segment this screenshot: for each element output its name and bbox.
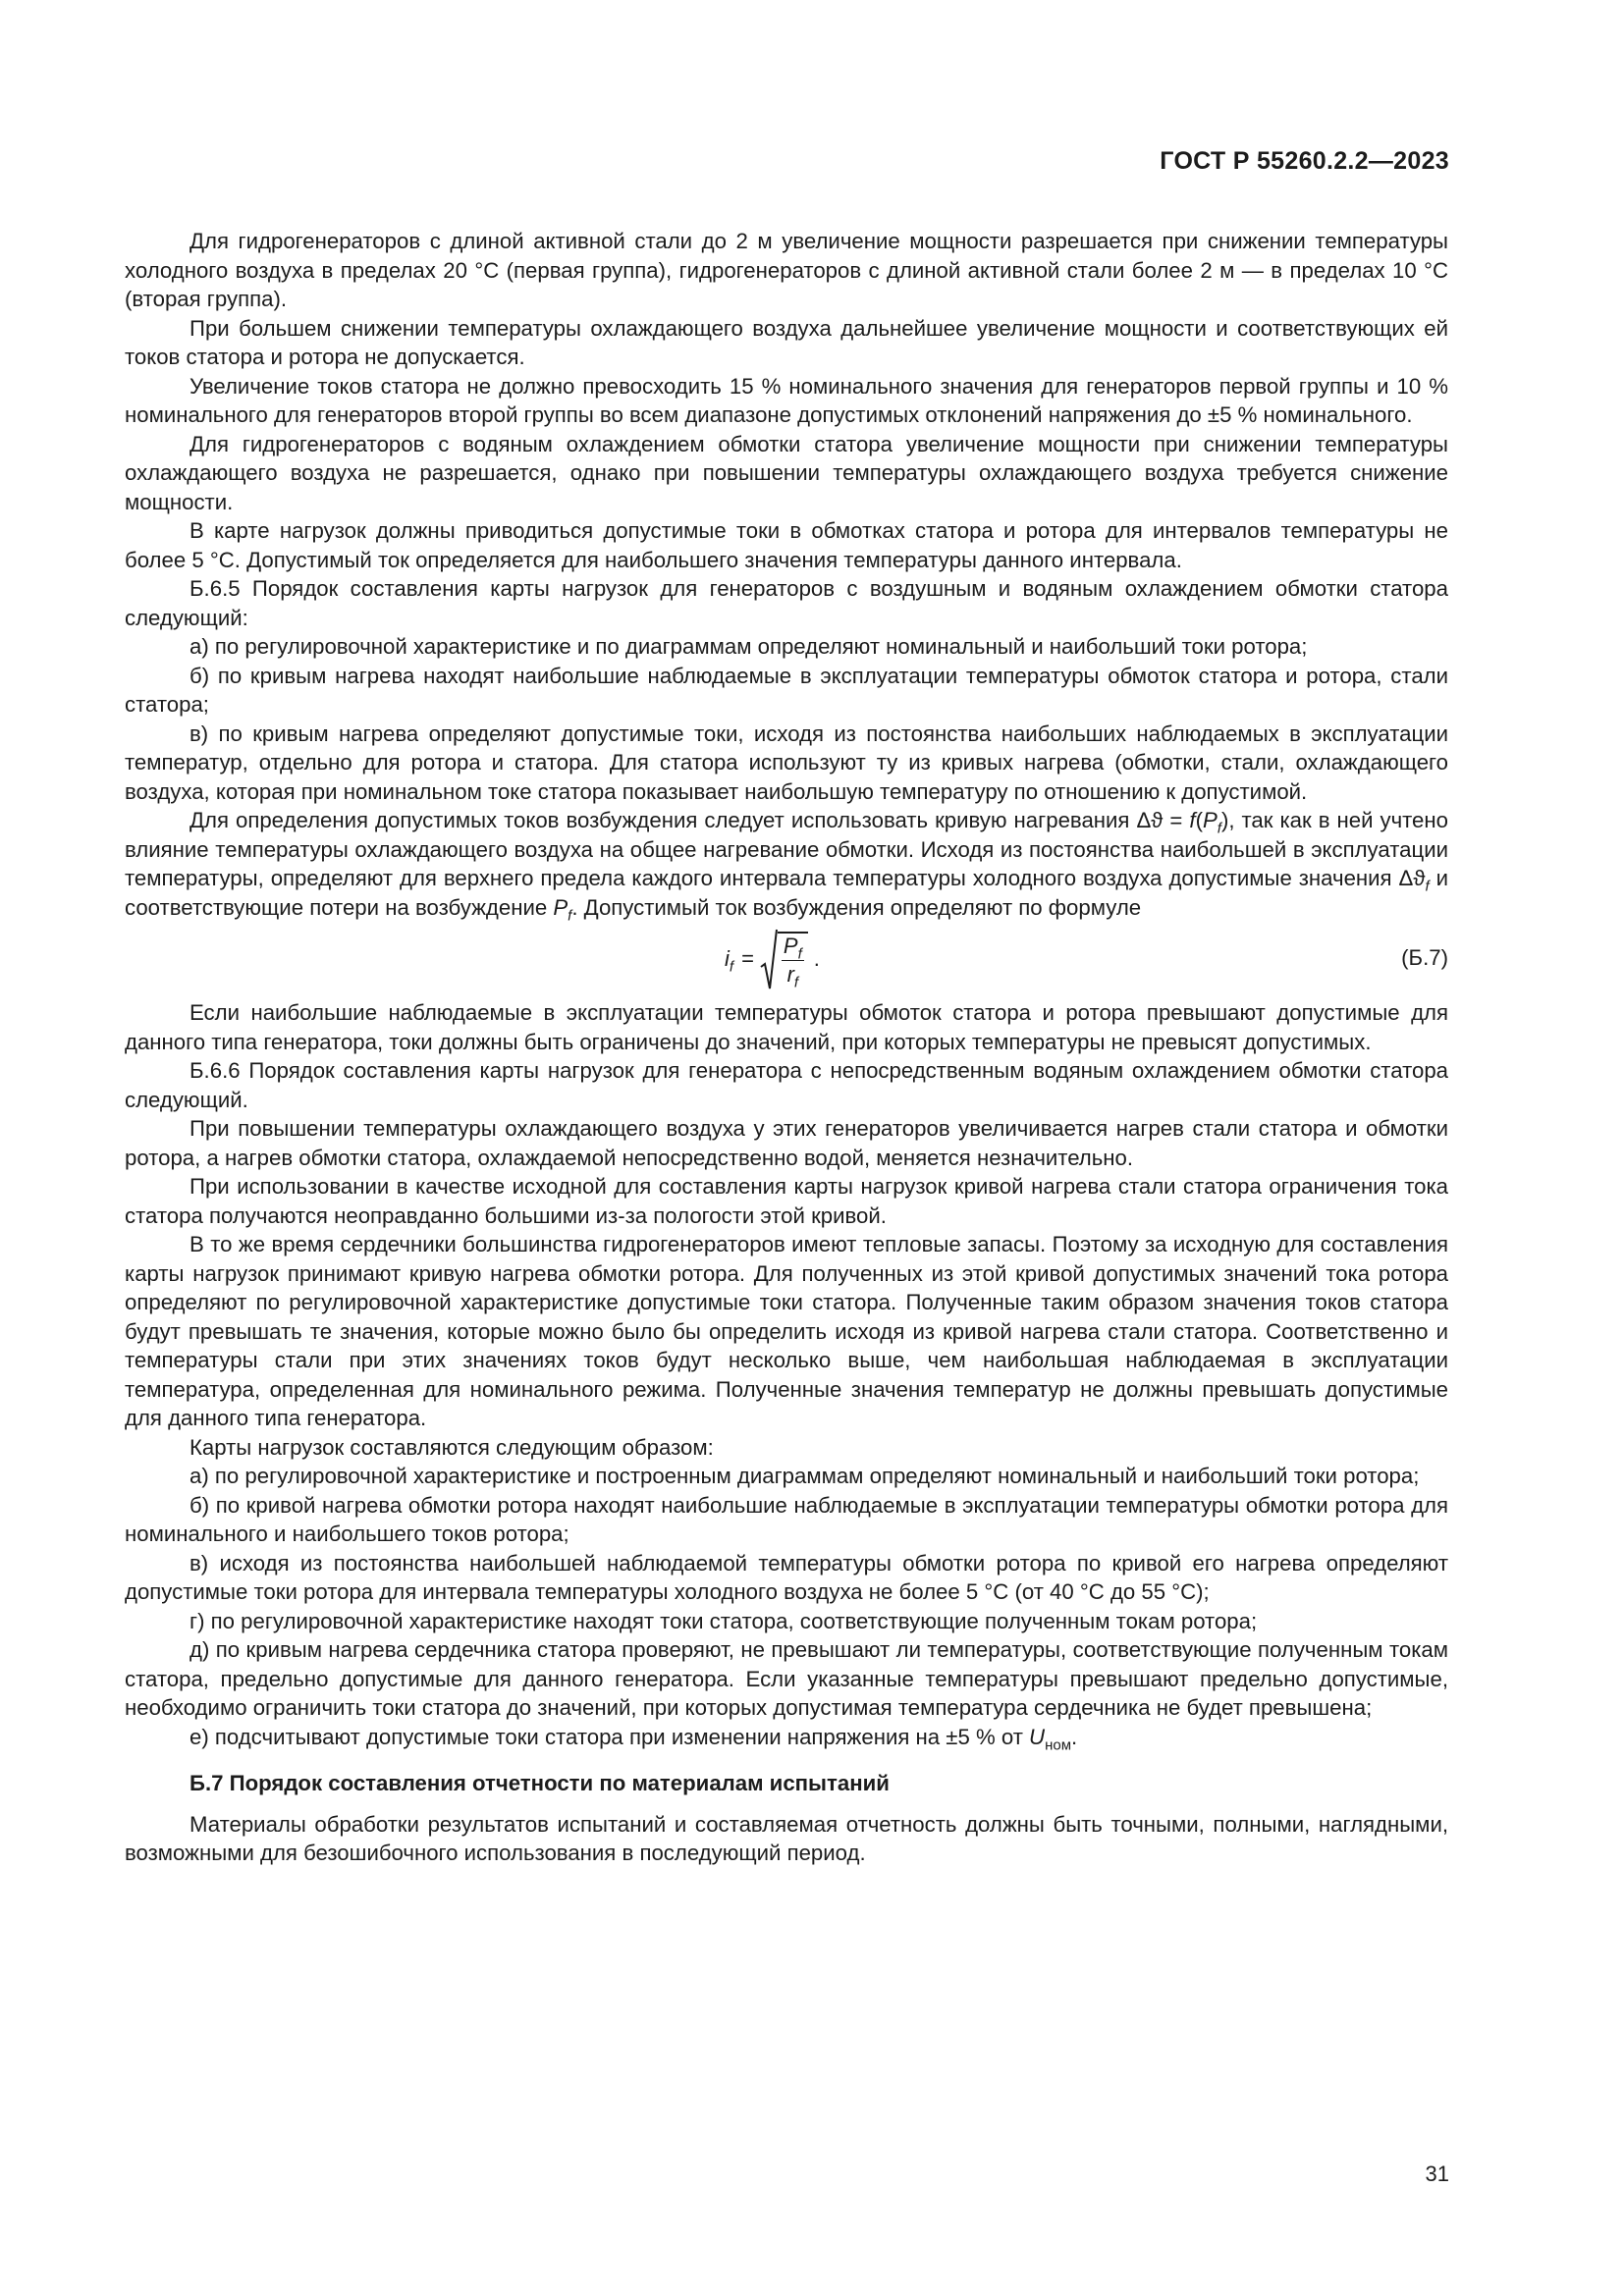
list-item-a: а) по регулировочной характеристике и построенным диаграммам определяют номинальный и наибольший токи ротора; [189,1464,1420,1488]
paragraph: Материалы обработки результатов испытаний и составляемая отчетность должны быть точными, полными, наглядными, возможными для безошибочного использования в последующий период. [125,1811,1448,1865]
paragraph: Для гидрогенераторов с водяным охлаждением обмотки статора увеличение мощности при снижении температуры охлаждающего воздуха не разрешается, однако при повышении температуры охлаждающего воздуха требуется снижение мощности. [125,431,1448,514]
paragraph: Для гидрогенераторов с длиной активной стали до 2 м увеличение мощности разрешается при снижении температуры холодного воздуха в пределах 20 °C (первая группа), гидрогенераторов с длиной активной стали более 2 м — в пределах 10 °C (вторая группа). [125,229,1448,311]
document-body [125,227,1448,1868]
paragraph: В карте нагрузок должны приводиться допустимые токи в обмотках статора и ротора для интервалов температуры не более 5 °C. Допустимый ток определяется для наибольшего значения температуры данного интервала. [125,518,1448,572]
paragraph: При использовании в качестве исходной для составления карты нагрузок кривой нагрева стали статора ограничения тока статора получаются неоправданно большими из-за пологости этой кривой. [125,1174,1448,1228]
paragraph: Увеличение токов статора не должно превосходить 15 % номинального значения для генераторов первой группы и 10 % номинального для генераторов второй группы во всем диапазоне допустимых отклонений напряжения до ±5 % номинального. [125,373,1448,427]
clause-b-6-5: Б.6.5 Порядок составления карты нагрузок для генераторов с воздушным и водяным охлаждением обмотки статора следующий: [125,576,1448,630]
paragraph: В то же время сердечники большинства гидрогенераторов имеют тепловые запасы. Поэтому за исходную для составления карты нагрузок принимают кривую нагрева обмотки ротора. Для полученных из этой кривой допустимых значений тока ротора определяют по регулировочной характеристике допустимые токи статора. Полученные таким образом значения токов статора будут превышать те значения, которые можно было бы определить исходя из кривой нагрева стали статора. Соответственно и температуры стали при этих значениях токов будут несколько выше, чем наибольшая наблюдаемая в эксплуатации температура, определенная для номинального режима. Полученные значения температур не должны превышать допустимые для данного типа генератора. [125,1232,1448,1430]
list-item-e: е) подсчитывают допустимые токи статора при изменении напряжения на ±5 % от $U_{ном}$. [189,1724,1078,1753]
list-item-v: в) исходя из постоянства наибольшей наблюдаемой температуры обмотки ротора по кривой его нагрева определяют допустимые токи ротора для интервала температуры холодного воздуха не более 5 °C (от 40 °C до 55 °C); [125,1550,1448,1604]
formula-number: (Б.7) [1401,945,1448,970]
paragraph: При повышении температуры охлаждающего воздуха у этих генераторов увеличивается нагрев стали статора и обмотки ротора, а нагрев обмотки статора, охлаждаемой непосредственно водой, меняется незначительно. [125,1116,1448,1170]
radical-sign-icon [760,928,778,990]
fraction: $\frac{P_f}{r_f}$ [778,932,808,990]
paragraph: Если наибольшие наблюдаемые в эксплуатации температуры обмоток статора и ротора превышают допустимые для данного типа генератора, токи должны быть ограничены до значений, при которых температуры не превысят допустимых. [125,1000,1448,1054]
formula-b7 [125,922,1448,998]
list-item-v: в) по кривым нагрева определяют допустимые токи, исходя из постоянства наибольших наблюдаемых в эксплуатации температур, отдельно для ротора и статора. Для статора используют ту из кривых нагрева (обмотки, стали, охлаждающего воздуха, которая при номинальном токе статора показывает наибольшую температуру по отношению к допустимой. [125,721,1448,804]
square-root [760,928,808,990]
list-item-d: д) по кривым нагрева сердечника статора проверяют, не превышают ли температуры, соответствующие полученным токам статора, предельно допустимые для данного генератора. Если указанные температуры превышают предельно допустимые, необходимо ограничить токи статора до значений, при которых допустимая температура сердечника не будет превышена; [125,1637,1448,1720]
formula-expression: $i_f$ = $\frac{P_f}{r_f}$ . [725,928,820,990]
list-item-a: а) по регулировочной характеристике и по диаграммам определяют номинальный и наибольший токи ротора; [189,634,1308,659]
paragraph: При большем снижении температуры охлаждающего воздуха дальнейшее увеличение мощности и соответствующих ей токов статора и ротора не допускается. [125,315,1448,369]
list-item-g: г) по регулировочной характеристике находят токи статора, соответствующие полученным токам ротора; [189,1608,1258,1633]
formula-intro-paragraph: Для определения допустимых токов возбуждения следует использовать кривую нагревания $\Delta ϑ = f(P_f)$, так как в ней учтено влияние температуры охлаждающего воздуха на общее нагревание обмотки. Исходя из постоянства наибольшей в эксплуатации температуры, определяют для верхнего предела каждого интервала температуры холодного воздуха допустимые значения $\Delta ϑ_f$ и соответствующие потери на возбуждение $P_f$. Допустимый ток возбуждения определяют по формуле [125,808,1448,924]
paragraph: Карты нагрузок составляются следующим образом: [189,1434,714,1460]
list-item-b: б) по кривым нагрева находят наибольшие наблюдаемые в эксплуатации температуры обмоток статора и ротора, стали статора; [125,663,1448,717]
standard-header: ГОСТ Р 55260.2.2—2023 [1160,147,1449,175]
delta-theta-symbol: Δϑ [1136,808,1164,832]
section-heading-b7: Б.7 Порядок составления отчетности по материалам испытаний [189,1771,890,1795]
page-number: 31 [1425,2162,1449,2186]
list-item-b: б) по кривой нагрева обмотки ротора находят наибольшие наблюдаемые в эксплуатации температуры обмотки ротора для номинального и наибольшего токов ротора; [125,1492,1448,1546]
clause-b-6-6: Б.6.6 Порядок составления карты нагрузок для генератора с непосредственным водяным охлаждением обмотки статора следующий. [125,1058,1448,1112]
